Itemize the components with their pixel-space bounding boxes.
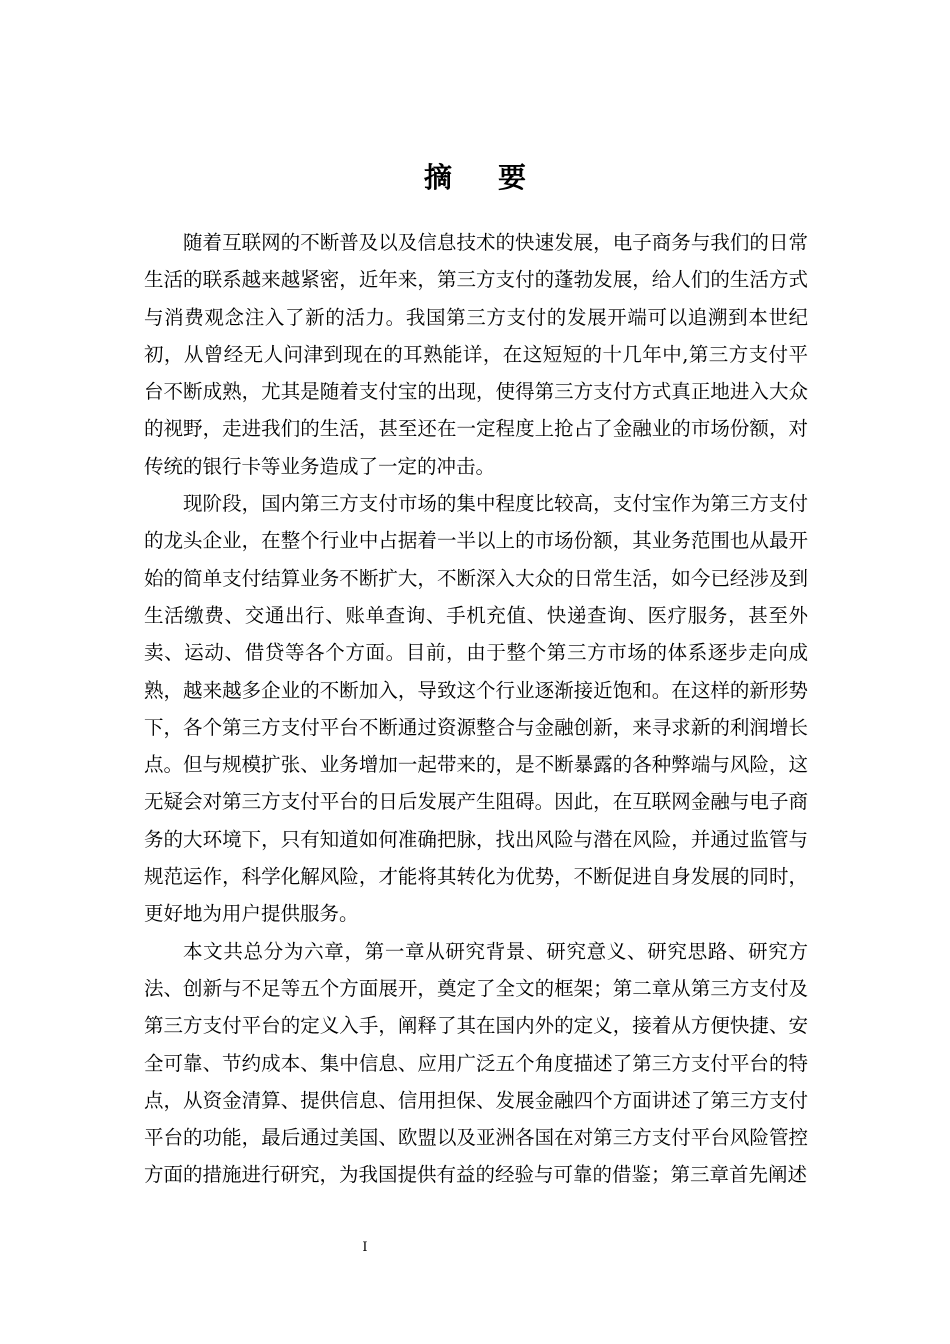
abstract-paragraph-2: 现阶段，国内第三方支付市场的集中程度比较高，支付宝作为第三方支付的龙头企业，在整个行业中占据着一半以上的市场份额，其业务范围也从最开始的简单支付结算业务不断扩大，不断深入大众的日常生活，如今已经涉及到生活缴费、交通出行、账单查询、手机充值、快递查询、医疗服务，甚至外卖、运动、借贷等各个方面。目前，由于整个第三方市场的体系逐步走向成熟，越来越多企业的不断加入，导致这个行业逐渐接近饱和。在这样的新形势下，各个第三方支付平台不断通过资源整合与金融创新，来寻求新的利润增长点。但与规模扩张、业务增加一起带来的，是不断暴露的各种弊端与风险，这无疑会对第三方支付平台的日后发展产生阻碍。因此，在互联网金融与电子商务的大环境下，只有知道如何准确把脉，找出风险与潜在风险，并通过监管与规范运作，科学化解风险，才能将其转化为优势，不断促进自身发展的同时，更好地为用户提供服务。 — [144, 492, 808, 926]
abstract-paragraph-3: 本文共总分为六章，第一章从研究背景、研究意义、研究思路、研究方法、创新与不足等五个方面展开，奠定了全文的框架；第二章从第三方支付及第三方支付平台的定义入手，阐释了其在国内外的定义，接着从方便快捷、安全可靠、节约成本、集中信息、应用广泛五个角度描述了第三方支付平台的特点，从资金清算、提供信息、信用担保、发展金融四个方面讲述了第三方支付平台的功能，最后通过美国、欧盟以及亚洲各国在对第三方支付平台风险管控方面的措施进行研究，为我国提供有益的经验与可靠的借鉴；第三章首先阐述 — [144, 939, 808, 1187]
page-title: 摘要 — [423, 161, 572, 194]
page-number: I — [362, 1240, 368, 1255]
abstract-body — [144, 224, 808, 1194]
abstract-paragraph-1: 随着互联网的不断普及以及信息技术的快速发展，电子商务与我们的日常生活的联系越来越紧密，近年来，第三方支付的蓬勃发展，给人们的生活方式与消费观念注入了新的活力。我国第三方支付的发展开端可以追溯到本世纪初，从曾经无人问津到现在的耳熟能详，在这短短的十几年中,第三方支付平台不断成熟，尤其是随着支付宝的出现，使得第三方支付方式真正地进入大众的视野，走进我们的生活，甚至还在一定程度上抢占了金融业的市场份额，对传统的银行卡等业务造成了一定的冲击。 — [144, 231, 808, 478]
